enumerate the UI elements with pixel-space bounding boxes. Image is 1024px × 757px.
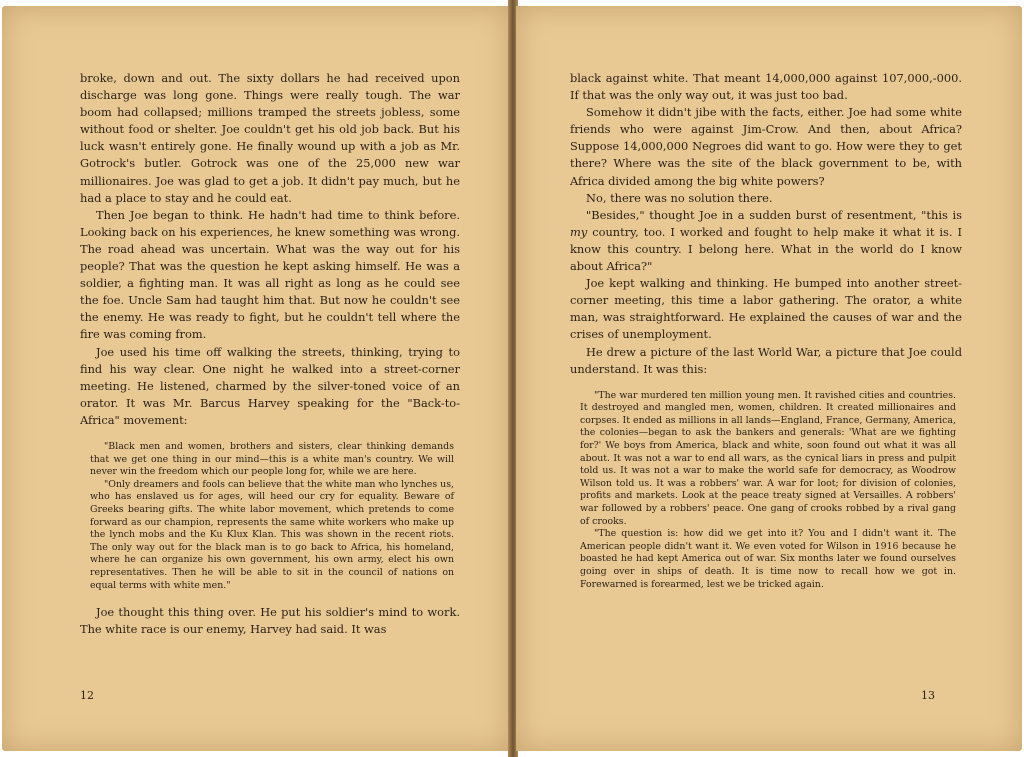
- paragraph: Then Joe began to think. He hadn't had time to think before. Looking back on his experiences, he knew something was wrong. The road ahead was uncertain. What was the way out for his people? That was the question he kept asking himself. He was a soldier, a fighting man. It was all right as long as he could see the foe. Uncle Sam had taught him that. But now he couldn't see the enemy. He was ready to fight, but he couldn't tell where the fire was coming from.: [80, 207, 460, 342]
- right-page: [516, 6, 1022, 751]
- paragraph: No, there was no solution there.: [586, 190, 773, 205]
- paragraph: Joe thought this thing over. He put his soldier's mind to work. The white race is our enemy, Harvey had said. It was: [80, 605, 460, 637]
- paragraph: He drew a picture of the last World War, a picture that Joe could understand. It was this:: [570, 344, 962, 376]
- quote-paragraph: "The question is: how did we get into it? You and I didn't want it. The American people didn't want it. We even voted for Wilson in 1916 because he boasted he had kept America out of war. Six months later we found ourselves going over in ships of death. It is time now to recall how we got in. Forewarned is forearmed, lest we be tricked again.: [580, 528, 956, 590]
- text-run: "Besides," thought Joe in a sudden burst of resentment, "this is: [586, 207, 962, 222]
- paragraph: [570, 207, 962, 275]
- left-page: [2, 6, 510, 751]
- paragraph: broke, down and out. The sixty dollars he had received upon discharge was long gone. Things were really tough. The war boom had collapsed; millions tramped the streets jobless, some without food or shelter. Joe couldn't get his old job back. But his luck wasn't entirely gone. He finally wound up with a job as Mr. Gotrock's butler. Gotrock was one of the 25,000 new war millionaires. Joe was glad to get a job. It didn't pay much, but he had a place to stay and he could eat.: [80, 71, 460, 205]
- page-number: 12: [80, 689, 94, 702]
- paragraph: Joe kept walking and thinking. He bumped into another street-corner meeting, this time a labor gathering. The orator, a white man, was straightforward. He explained the causes of war and the crises of unemployment.: [570, 276, 962, 342]
- left-page-text: [80, 70, 460, 638]
- page-number: 13: [921, 689, 935, 702]
- paragraph: black against white. That meant 14,000,000 against 107,000,-000. If that was the only way out, it was just too bad.: [570, 71, 962, 103]
- quote-paragraph: "Black men and women, brothers and sisters, clear thinking demands that we get one thing in our mind—this is a white man's country. We will never win the freedom which our people long for, while we are here.: [90, 440, 454, 478]
- text-run: country, too. I worked and fought to help make it what it is. I know this country. I belong here. What in the world do I know about Africa?": [570, 224, 962, 274]
- paragraph: Somehow it didn't jibe with the facts, either. Joe had some white friends who were against Jim-Crow. And then, about Africa? Suppose 14,000,000 Negroes did want to go. How were they to get there? Where was the site of the black government to be, with Africa divided among the big white powers?: [570, 105, 962, 188]
- block-quote: [580, 390, 956, 592]
- right-page-text: [570, 70, 962, 603]
- quote-paragraph: "Only dreamers and fools can believe that the white man who lynches us, who has enslaved us for ages, will heed our cry for equality. Beware of Greeks bearing gifts. The white labor movement, which pretends to come forward as our champion, represents the same white workers who make up the lynch mobs and the Ku Klux Klan. This was shown in the recent riots. The only way out for the black man is to go back to Africa, his homeland, where he can organize his own government, his own army, elect his own representatives. Then he will be able to sit in the council of nations on equal terms with white men.": [90, 478, 454, 591]
- paragraph: Joe used his time off walking the streets, thinking, trying to find his way clear. One night he walked into a street-corner meeting. He listened, charmed by the silver-toned voice of an orator. It was Mr. Barcus Harvey speaking for the "Back-to-Africa" movement:: [80, 344, 460, 427]
- quote-paragraph: "The war murdered ten million young men. It ravished cities and countries. It destroyed and mangled men, women, children. It created millionaires and corpses. It ended as millions in all lands—England, France, Germany, America, the colonies—began to ask the bankers and generals: 'What are we fighting for?' We boys from America, black and white, soon found out what it was all about. It was not a war to end all wars, as the cynical liars in press and pulpit told us. It was not a war to make the world safe for democracy, as Woodrow Wilson told us. It was a robbers' war. A war for loot; for division of colonies, profits and markets. Look at the peace treaty signed at Versailles. A robbers' war followed by a robbers' peace. One gang of crooks robbed by a rival gang of crooks.: [580, 389, 956, 527]
- emphasis-text: my: [570, 224, 588, 239]
- block-quote: [90, 441, 454, 592]
